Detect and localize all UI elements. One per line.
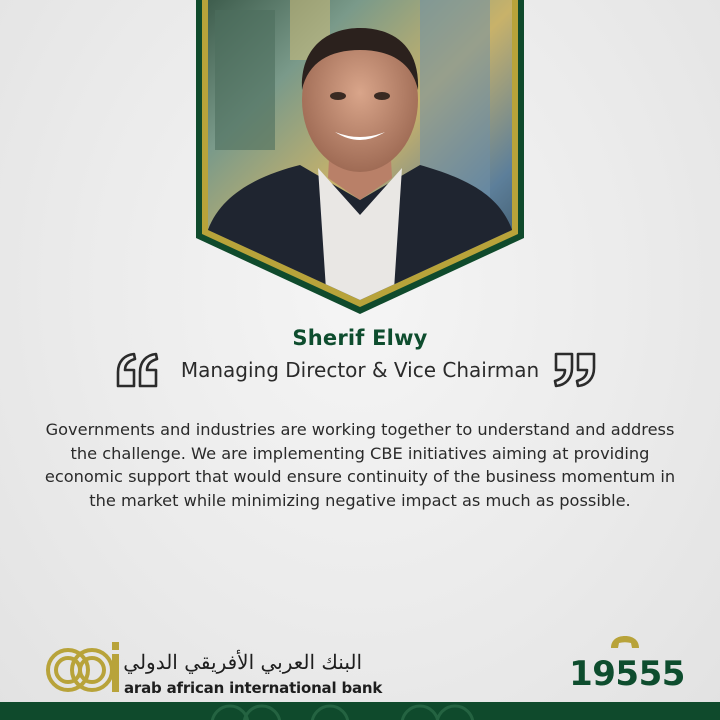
hotline-number[interactable]: 19555 [569,654,685,694]
speaker-title: Managing Director & Vice Chairman [180,358,540,382]
quote-text: Governments and industries are working together to understand and address the challenge. We are implementing CBE initiatives aiming at providing economic support that would ensure continuity of the business momentum in the market while minimizing negative impact as much as possible. [44,420,676,510]
speaker-name: Sherif Elwy [292,326,428,350]
close-quote-icon [550,352,598,388]
footer-band [0,702,720,720]
phone-icon [609,634,641,652]
speaker-portrait [0,0,720,320]
bank-name-english: arab african international bank [124,679,383,697]
open-quote-icon [114,352,162,388]
bank-name-arabic: البنك العربي الأفريقي الدولي [123,650,362,674]
speaker-title-row [0,350,720,390]
aaib-logo-icon [44,640,124,696]
